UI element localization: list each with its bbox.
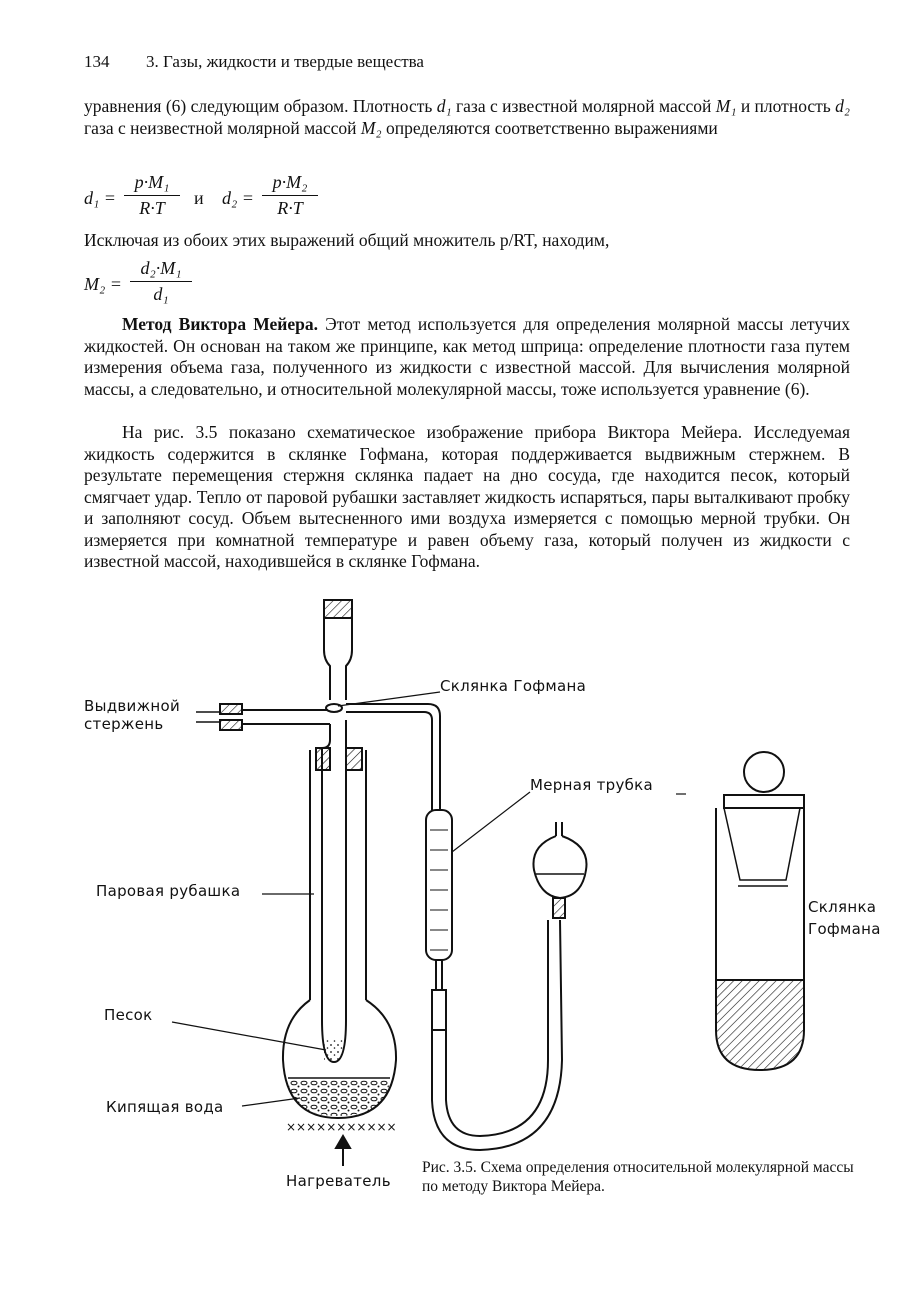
label-sliding-rod-1: Выдвижной bbox=[84, 697, 181, 715]
figure-caption: Рис. 3.5. Схема определения относительной молекулярной массы по методу Виктора Мейера. bbox=[422, 1159, 854, 1195]
label-sand: Песок bbox=[104, 1006, 153, 1024]
label-steam-jacket: Паровая рубашка bbox=[96, 882, 241, 900]
formula-and: и bbox=[194, 188, 204, 208]
excluding-line: Исключая из обоих этих выражений общий множитель p/RT, находим, bbox=[84, 230, 610, 250]
label-bottle-side-2: Гофмана bbox=[808, 920, 881, 938]
label-heater: Нагреватель bbox=[286, 1172, 391, 1190]
label-sliding-rod-2: стержень bbox=[84, 715, 164, 733]
chapter-title: 3. Газы, жидкости и твердые вещества bbox=[146, 52, 424, 71]
heater-marks: ××××××××××× bbox=[286, 1120, 397, 1134]
leader-lines bbox=[172, 692, 686, 1106]
formula-d1: d₁ = p·M₁ R·T bbox=[84, 172, 184, 224]
meyer-method-paragraph: Метод Виктора Мейера. Этот метод используется для определения молярной массы летучих жидкостей. Он основан на таком же принципе, как метод шприца: определение плотности газа путем измерения объема газа, полученного из жидкости с известной массой. Для вычисления молярной массы, а следовательно, и относительной молекулярной массы, тоже используется уравнение (6). bbox=[84, 314, 850, 399]
formula-m2: M₂ = d₂·M₁ d₁ bbox=[84, 258, 204, 310]
figure-description-paragraph: На рис. 3.5 показано схематическое изображение прибора Виктора Мейера. Исследуемая жидкость содержится в склянке Гофмана, которая поддерживается выдвижным стержнем. В результате перемещения стержня склянка падает на дно сосуда, где находится песок, который смягчает удар. Тепло от паровой рубашки заставляет жидкость испаряться, пары выталкивают пробку и заполняют сосуд. Объем вытесненного ими воздуха измеряется с помощью мерной трубки. Он измеряется при комнатной температуре и равен объему газа, который получен из жидкости с известной массой, находившейся в склянке Гофмана. bbox=[84, 422, 850, 571]
label-measuring-tube: Мерная трубка bbox=[530, 776, 654, 794]
label-boiling-water: Кипящая вода bbox=[106, 1098, 224, 1116]
label-bottle-side-1: Склянка bbox=[808, 898, 877, 916]
page-number: 134 bbox=[84, 52, 110, 71]
label-hofmann-bottle: Склянка Гофмана bbox=[440, 677, 587, 695]
intro-paragraph: уравнения (6) следующим образом. Плотность d₁ газа с известной молярной массой M₁ и плотность d₂ газа с неизвестной молярной массой M₂ определяются соответственно выражениями bbox=[84, 96, 850, 138]
formula-d2: d₂ = p·M₂ R·T bbox=[222, 172, 322, 224]
meyer-method-title: Метод Виктора Мейера. bbox=[122, 314, 318, 334]
